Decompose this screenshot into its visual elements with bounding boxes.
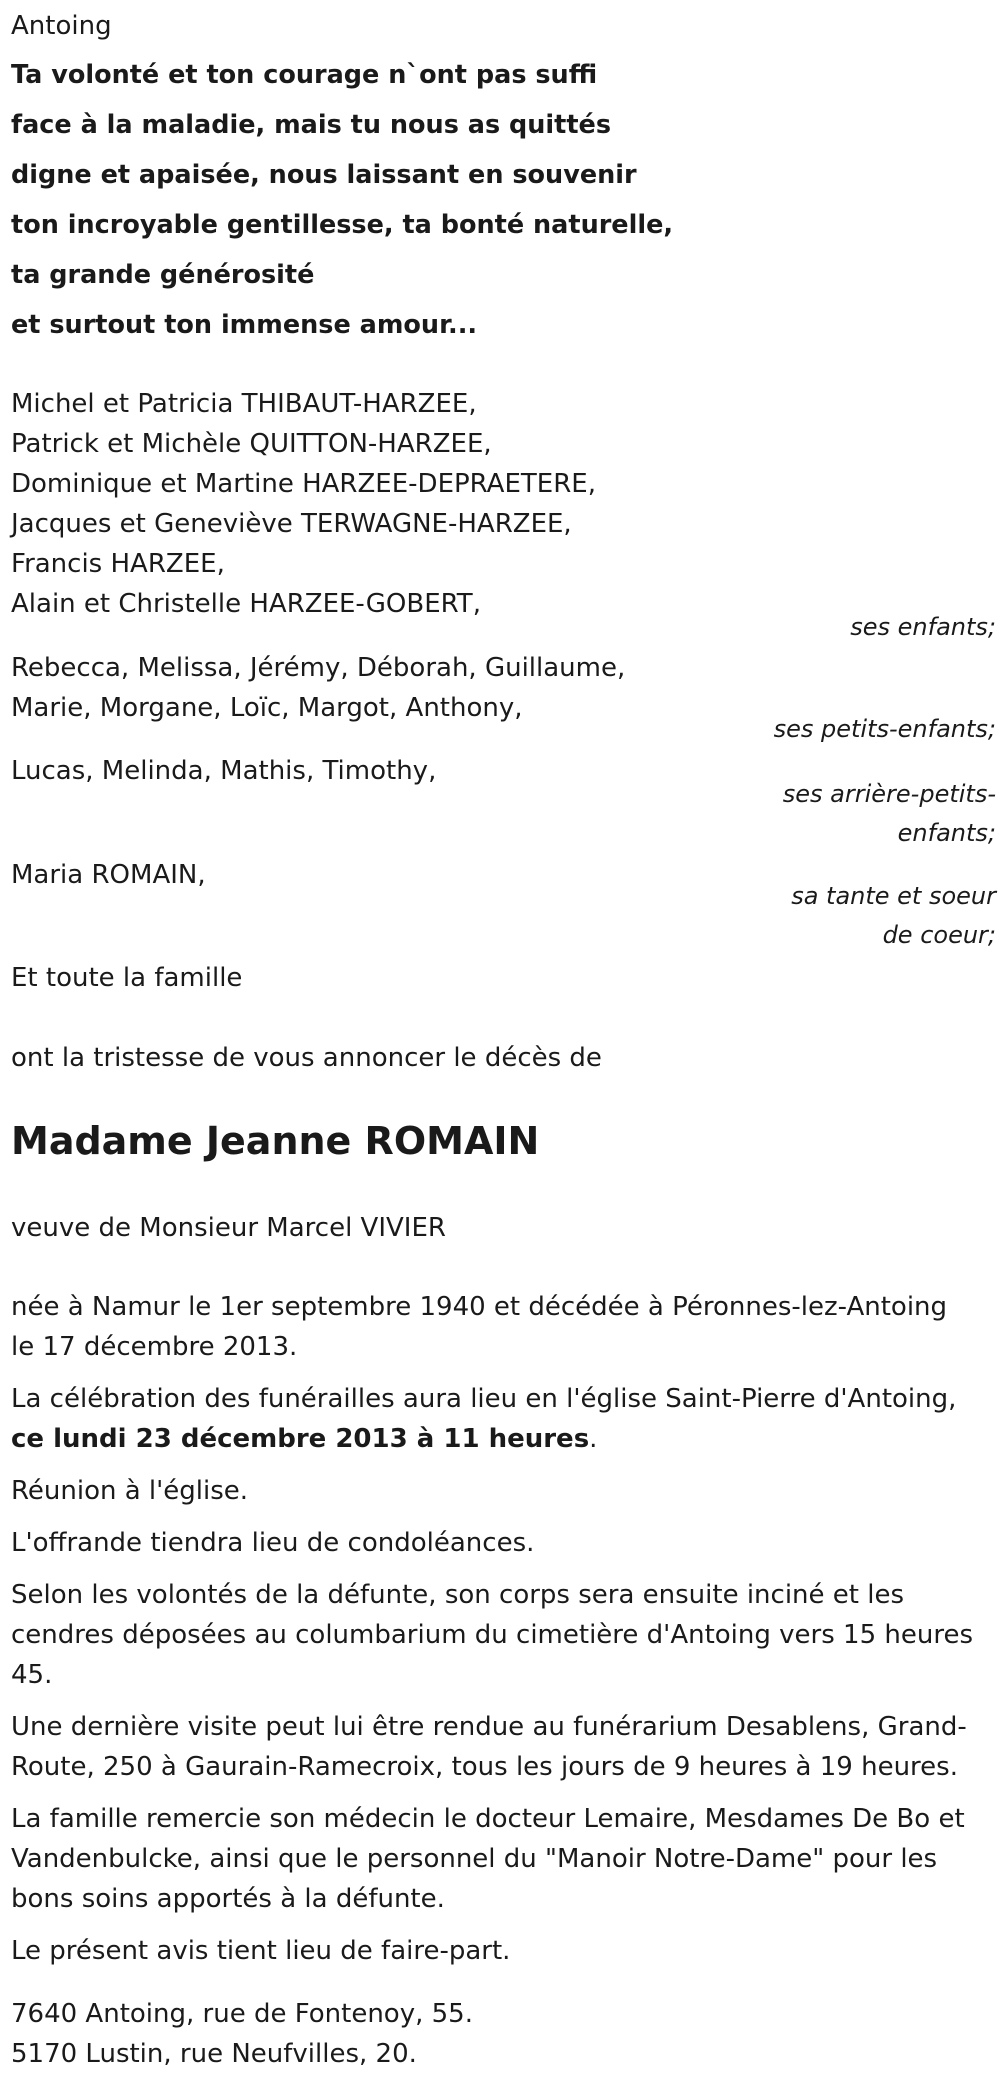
relation-label-line: de coeur; (882, 921, 996, 949)
family-name: Rebecca, Melissa, Jérémy, Déborah, Guillaume, (11, 653, 626, 683)
widow-of: veuve de Monsieur Marcel VIVIER (11, 1213, 446, 1243)
poem (11, 50, 673, 350)
relation-label-line: enfants; (897, 819, 996, 847)
town: Antoing (11, 11, 112, 41)
relation-label-line: ses arrière-petits- (782, 780, 996, 808)
deceased-name: Madame Jeanne ROMAIN (11, 1119, 540, 1163)
poem-line: face à la maladie, mais tu nous as quittés (11, 110, 612, 140)
death-line: le 17 décembre 2013. (11, 1332, 298, 1362)
poem-line: Ta volonté et ton courage n`ont pas suffi (11, 60, 598, 90)
relation-label: ses petits-enfants; (773, 715, 996, 743)
poem-line: ton incroyable gentillesse, ta bonté naturelle, (11, 210, 674, 240)
funeral-date-line (11, 1419, 996, 1459)
relation-label (791, 877, 996, 955)
family-great-grandchildren (11, 751, 996, 847)
poem-line: ta grande générosité (11, 260, 315, 290)
family-name: Alain et Christelle HARZEE-GOBERT, (11, 589, 481, 619)
funeral-date: ce lundi 23 décembre 2013 à 11 heures (11, 1424, 590, 1454)
family-name: Patrick et Michèle QUITTON-HARZEE, (11, 429, 492, 459)
family-name: Jacques et Geneviève TERWAGNE-HARZEE, (11, 509, 572, 539)
address-line: 5170 Lustin, rue Neufvilles, 20. (11, 2039, 417, 2069)
cremation-info: Selon les volontés de la défunte, son corps sera ensuite inciné et les cendres déposées au columbarium du cimetière d'Antoing vers 15 heures 45. (11, 1580, 973, 1690)
birth-death-info (11, 1287, 996, 1367)
poem-line: digne et apaisée, nous laissant en souvenir (11, 160, 637, 190)
family-aunt (11, 855, 996, 949)
birth-line: née à Namur le 1er septembre 1940 et décédée à Péronnes-lez-Antoing (11, 1292, 948, 1322)
funeral-date-end: . (589, 1424, 598, 1454)
rest-of-family: Et toute la famille (11, 963, 243, 993)
funeral-place: La célébration des funérailles aura lieu en l'église Saint-Pierre d'Antoing, (11, 1384, 957, 1414)
details (11, 1287, 996, 1983)
relation-label (783, 775, 996, 853)
family-name: Michel et Patricia THIBAUT-HARZEE, (11, 389, 477, 419)
announcement: ont la tristesse de vous annoncer le décès de (11, 1043, 602, 1073)
family-name: Marie, Morgane, Loïc, Margot, Anthony, (11, 693, 523, 723)
meeting-info: Réunion à l'église. (11, 1476, 249, 1506)
relation-label: ses enfants; (850, 613, 996, 641)
offering-info: L'offrande tiendra lieu de condoléances. (11, 1528, 535, 1558)
funeral-info (11, 1379, 996, 1459)
poem-line: et surtout ton immense amour... (11, 310, 478, 340)
family-name: Maria ROMAIN, (11, 860, 206, 890)
family-name: Francis HARZEE, (11, 549, 225, 579)
family-name: Lucas, Melinda, Mathis, Timothy, (11, 756, 437, 786)
thanks-info: La famille remercie son médecin le docteur Lemaire, Mesdames De Bo et Vandenbulcke, ainsi que le personnel du "Manoir Notre-Dame" pour les bons soins apportés à la défunte. (11, 1804, 965, 1914)
notice-info: Le présent avis tient lieu de faire-part. (11, 1936, 511, 1966)
family-grandchildren (11, 648, 996, 743)
relation-label-line: sa tante et soeur (791, 882, 996, 910)
addresses (11, 1994, 473, 2074)
address-line: 7640 Antoing, rue de Fontenoy, 55. (11, 1999, 473, 2029)
family-name: Dominique et Martine HARZEE-DEPRAETERE, (11, 469, 596, 499)
family-children (11, 384, 996, 641)
visit-info: Une dernière visite peut lui être rendue au funérarium Desablens, Grand-Route, 250 à Gaurain-Ramecroix, tous les jours de 9 heures à 19 heures. (11, 1712, 967, 1782)
